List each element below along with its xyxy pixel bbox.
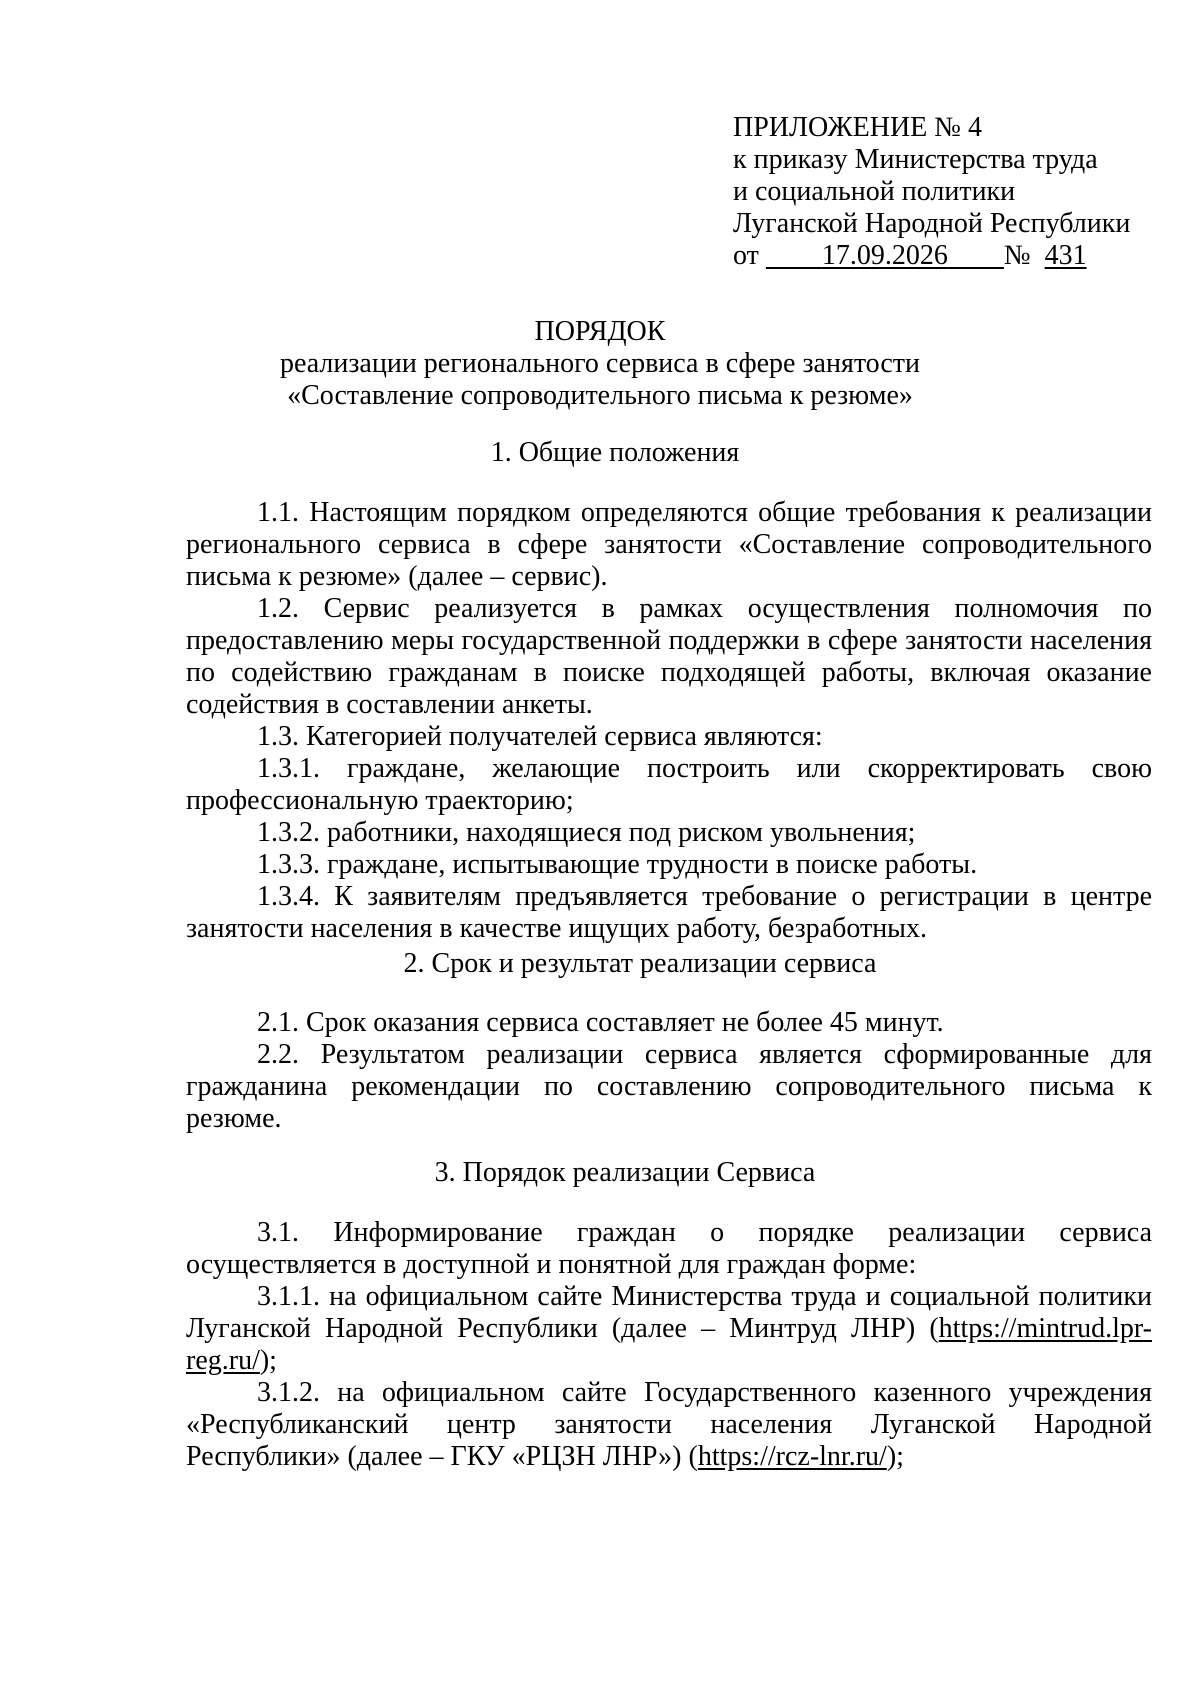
appendix-line-republic: Луганской Народной Республики xyxy=(733,208,1131,239)
date-prefix: от xyxy=(733,240,759,271)
section-heading-3: 3. Порядок реализации Сервиса xyxy=(434,1157,816,1188)
rczn-link[interactable]: https://rcz-lnr.ru/ xyxy=(697,1441,887,1472)
appendix-date-number xyxy=(733,240,1130,272)
order-date: 17.09.2026 xyxy=(821,240,948,271)
paragraph-1-3-3: 1.3.3. граждане, испытывающие трудности в поиске работы. xyxy=(257,849,978,880)
title-line-2: реализации регионального сервиса в сфере занятости xyxy=(279,348,921,379)
paragraph-2-2: 2.2. Результатом реализации сервиса является сформированные для гражданина рекомендации по составлению сопроводительного письма к резюме. xyxy=(186,1039,1152,1134)
paragraph-1-2: 1.2. Сервис реализуется в рамках осуществления полномочия по предоставлению меры государственной поддержки в сфере занятости населения по содействию гражданам в поиске подходящей работы, включая оказание содействия в составлении анкеты. xyxy=(186,593,1152,720)
order-number: 431 xyxy=(1044,240,1087,271)
section-2-body xyxy=(186,1007,1152,1135)
mintrud-link[interactable]: https://mintrud.lpr-reg.ru/ xyxy=(186,1313,1152,1376)
document-title xyxy=(0,316,1200,412)
paragraph-3-1-1: 3.1.1. на официальном сайте Министерства труда и социальной политики Луганской Народной Республики (далее – Минтруд ЛНР) (https://mintrud.lpr-reg.ru/); xyxy=(186,1281,1152,1376)
section-3-body xyxy=(186,1217,1152,1473)
title-main: ПОРЯДОК xyxy=(534,316,666,347)
paragraph-1-1: 1.1. Настоящим порядком определяются общие требования к реализации регионального сервиса в сфере занятости «Составление сопроводительного письма к резюме» (далее – сервис). xyxy=(186,497,1152,592)
appendix-title: ПРИЛОЖЕНИЕ № 4 xyxy=(733,112,982,143)
number-prefix: № xyxy=(1003,240,1031,271)
title-line-3: «Составление сопроводительного письма к резюме» xyxy=(287,380,913,411)
appendix-line-order: к приказу Министерства труда xyxy=(733,144,1098,175)
section-heading-1: 1. Общие положения xyxy=(490,437,740,468)
paragraph-3-1-2: 3.1.2. на официальном сайте Государственного казенного учреждения «Республиканский центр занятости населения Луганской Народной Республики» (далее – ГКУ «РЦЗН ЛНР») (https://rcz-lnr.ru/); xyxy=(186,1377,1152,1472)
appendix-line-ministry: и социальной политики xyxy=(733,176,1016,207)
paragraph-3-1: 3.1. Информирование граждан о порядке реализации сервиса осуществляется в доступной и понятной для граждан форме: xyxy=(186,1217,1152,1280)
paragraph-1-3-1: 1.3.1. граждане, желающие построить или скорректировать свою профессиональную траекторию; xyxy=(186,753,1152,816)
section-heading-2: 2. Срок и результат реализации сервиса xyxy=(403,948,877,979)
paragraph-1-3-4: 1.3.4. К заявителям предъявляется требование о регистрации в центре занятости населения в качестве ищущих работу, безработных. xyxy=(186,881,1152,944)
paragraph-1-3-2: 1.3.2. работники, находящиеся под риском увольнения; xyxy=(257,817,916,848)
appendix-header xyxy=(733,112,1130,272)
paragraph-2-1: 2.1. Срок оказания сервиса составляет не более 45 минут. xyxy=(257,1007,944,1038)
paragraph-1-3: 1.3. Категорией получателей сервиса являются: xyxy=(257,721,823,752)
section-1-body xyxy=(186,497,1152,945)
